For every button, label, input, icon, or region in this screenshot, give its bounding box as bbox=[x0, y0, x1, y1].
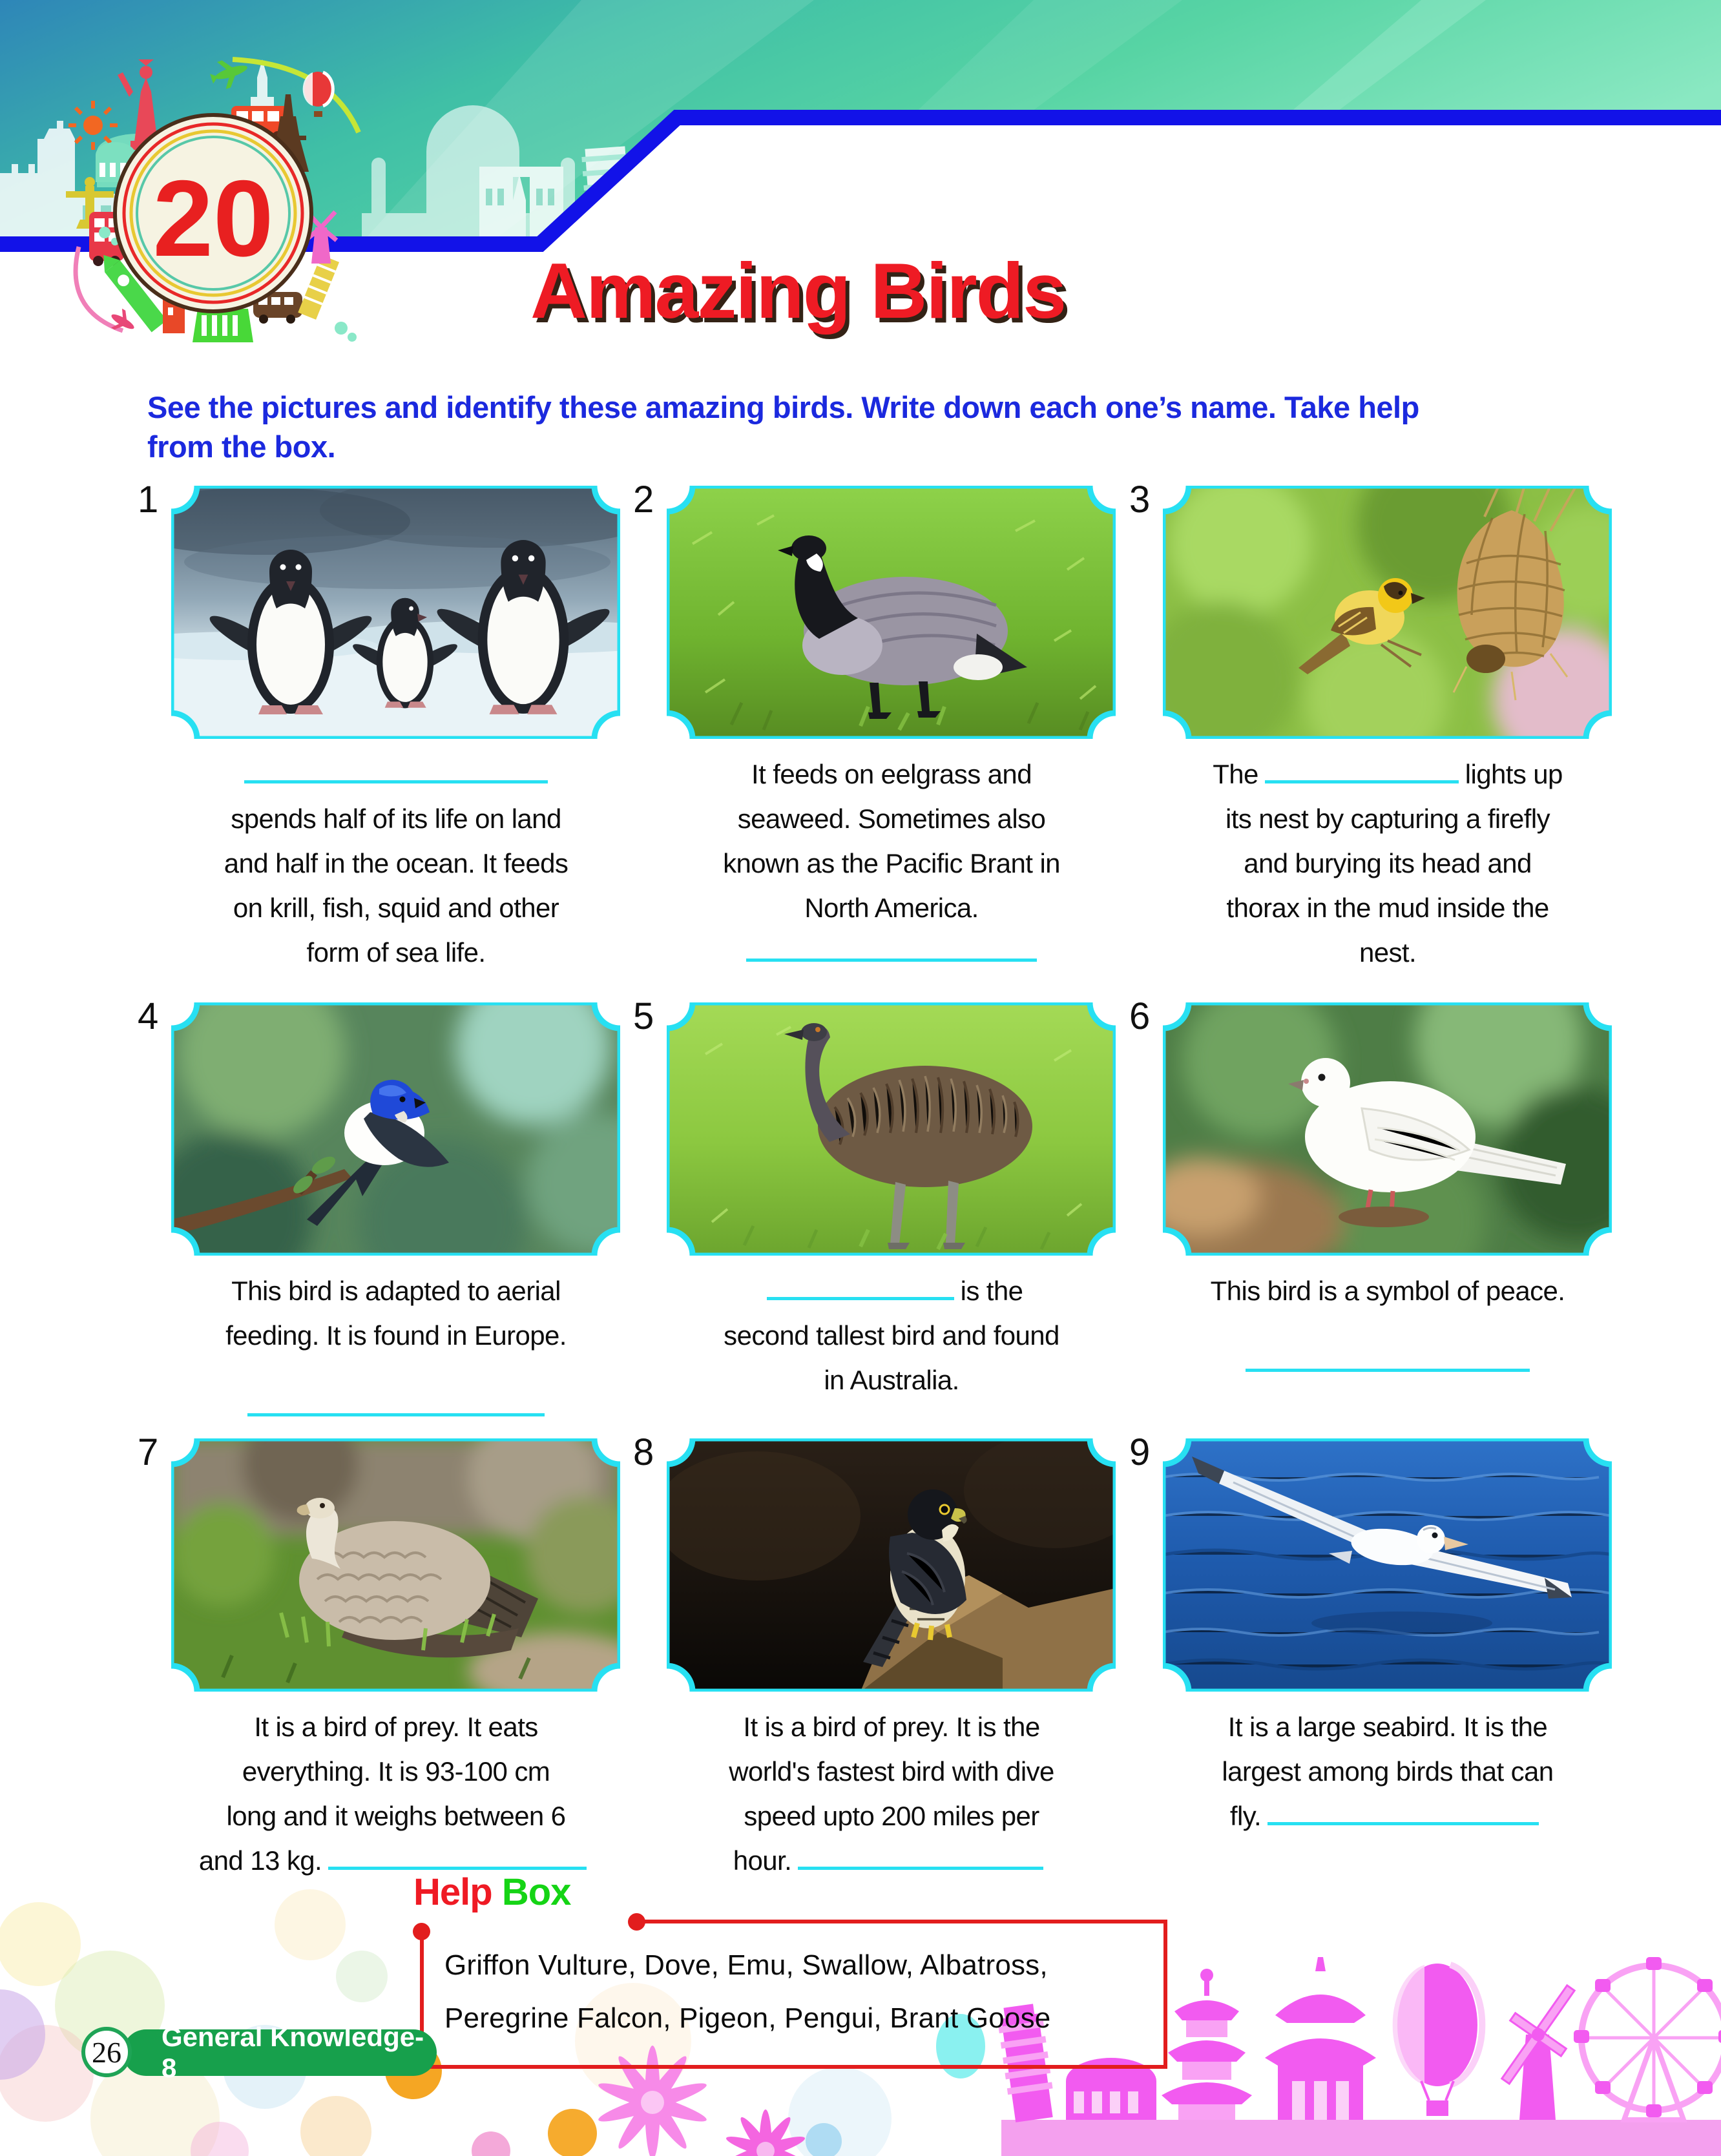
swallow-photo bbox=[171, 1002, 620, 1256]
help-box-title-help: Help bbox=[413, 1871, 492, 1913]
caption-text: and 13 kg. bbox=[198, 1845, 322, 1876]
card-caption bbox=[642, 1269, 1141, 1402]
card-number: 3 bbox=[1129, 479, 1151, 521]
answer-blank[interactable] bbox=[1265, 758, 1459, 783]
caption-text: world's fastest bird with dive bbox=[729, 1756, 1054, 1787]
help-box-dot-left bbox=[413, 1923, 430, 1940]
instruction-line-2: from the box. bbox=[147, 430, 336, 464]
caption-text: spends half of its life on land bbox=[231, 803, 561, 834]
dove-photo bbox=[1163, 1002, 1612, 1256]
help-box-title bbox=[413, 1871, 570, 1914]
chapter-number: 20 bbox=[152, 158, 274, 279]
bird-card-8 bbox=[633, 1431, 1116, 1876]
help-box-border-bottom bbox=[420, 2065, 1167, 2069]
help-box-border-right bbox=[1163, 1920, 1167, 2069]
caption-text: thorax in the mud inside the bbox=[1226, 893, 1549, 923]
card-number: 9 bbox=[1129, 1431, 1151, 1473]
caption-text: fly. bbox=[1229, 1801, 1262, 1831]
caption-text: in Australia. bbox=[824, 1365, 959, 1395]
caption-text: This bird is adapted to aerial bbox=[231, 1276, 561, 1306]
caption-text: on krill, fish, squid and other bbox=[233, 893, 559, 923]
caption-text: hour. bbox=[733, 1845, 792, 1876]
bird-card-9 bbox=[1129, 1431, 1612, 1831]
caption-text: nest. bbox=[1359, 937, 1417, 968]
caption-text: The bbox=[1213, 759, 1258, 789]
bird-card-6 bbox=[1129, 995, 1612, 1306]
bird-card-4 bbox=[138, 995, 620, 1351]
caption-text: feeding. It is found in Europe. bbox=[225, 1320, 567, 1351]
caption-text: lights up bbox=[1465, 759, 1563, 789]
caption-text: It is a bird of prey. It eats bbox=[254, 1712, 538, 1742]
card-caption bbox=[147, 1705, 645, 1883]
brant-goose-photo bbox=[667, 486, 1116, 739]
page-number: 26 bbox=[92, 2035, 121, 2069]
windmill-silhouette bbox=[1502, 1985, 1574, 2120]
caption-text: This bird is a symbol of peace. bbox=[1210, 1276, 1565, 1306]
hot-air-balloon-icon bbox=[303, 72, 333, 117]
bird-card-7 bbox=[138, 1431, 620, 1876]
ferris-wheel-silhouette bbox=[1574, 1957, 1721, 2120]
temple-silhouette bbox=[1265, 1957, 1376, 2120]
card-number: 7 bbox=[138, 1431, 159, 1473]
card-caption bbox=[1138, 1705, 1637, 1838]
peregrine-falcon-photo bbox=[667, 1438, 1116, 1692]
help-box-words-line2: Peregrine Falcon, Pigeon, Pengui, Brant Goose bbox=[444, 2002, 1051, 2034]
book-title: General Knowledge-8 bbox=[162, 2022, 424, 2083]
card-caption bbox=[642, 1705, 1141, 1883]
griffon-vulture-photo bbox=[171, 1438, 620, 1692]
answer-blank[interactable] bbox=[746, 937, 1037, 962]
help-box-words-line1: Griffon Vulture, Dove, Emu, Swallow, Albatross, bbox=[444, 1949, 1048, 1981]
card-number: 8 bbox=[633, 1431, 654, 1473]
caption-text: second tallest bird and found bbox=[724, 1320, 1059, 1351]
caption-text: is the bbox=[960, 1276, 1023, 1306]
caption-text: largest among birds that can bbox=[1222, 1756, 1554, 1787]
caption-text: form of sea life. bbox=[306, 937, 486, 968]
chapter-badge bbox=[26, 39, 375, 400]
card-caption bbox=[147, 1269, 645, 1429]
answer-blank[interactable] bbox=[244, 758, 548, 783]
answer-blank[interactable] bbox=[247, 1391, 545, 1416]
card-caption bbox=[1138, 1269, 1637, 1385]
caption-text: and burying its head and bbox=[1244, 848, 1532, 878]
help-box-dot-right bbox=[628, 1913, 645, 1931]
bird-card-1 bbox=[138, 479, 620, 968]
caption-text: It feeds on eelgrass and bbox=[751, 759, 1032, 789]
answer-blank[interactable] bbox=[1267, 1800, 1539, 1825]
emu-photo bbox=[667, 1002, 1116, 1256]
caption-text: seaweed. Sometimes also bbox=[737, 803, 1046, 834]
caption-text: its nest by capturing a firefly bbox=[1226, 803, 1550, 834]
card-number: 1 bbox=[138, 479, 159, 521]
answer-blank[interactable] bbox=[1246, 1347, 1530, 1372]
answer-blank[interactable] bbox=[767, 1275, 954, 1300]
card-number: 2 bbox=[633, 479, 654, 521]
card-number: 4 bbox=[138, 995, 159, 1037]
card-caption bbox=[1138, 752, 1637, 975]
help-box-title-box: Box bbox=[501, 1871, 571, 1913]
card-number: 6 bbox=[1129, 995, 1151, 1037]
help-box-border-top bbox=[636, 1920, 1167, 1923]
bird-card-3 bbox=[1129, 479, 1612, 968]
sun-icon bbox=[68, 101, 118, 150]
baya-weaver-photo bbox=[1163, 486, 1612, 739]
answer-blank[interactable] bbox=[328, 1845, 587, 1870]
bird-card-2 bbox=[633, 479, 1116, 923]
card-caption bbox=[642, 752, 1141, 975]
instruction-line-1: See the pictures and identify these amazing birds. Write down each one’s name. Take help bbox=[147, 390, 1419, 424]
pagoda-silhouette bbox=[1162, 1969, 1252, 2120]
instruction-text bbox=[147, 388, 1653, 466]
caption-text: North America. bbox=[804, 893, 979, 923]
caption-text: It is a large seabird. It is the bbox=[1227, 1712, 1548, 1742]
caption-text: everything. It is 93-100 cm bbox=[242, 1756, 550, 1787]
hot-air-balloon-silhouette bbox=[1393, 1964, 1483, 2116]
caption-text: known as the Pacific Brant in bbox=[723, 848, 1060, 878]
page-number-badge bbox=[81, 2027, 132, 2077]
bird-card-5 bbox=[633, 995, 1116, 1395]
help-box-words bbox=[444, 1939, 1149, 2045]
adelie-penguins-photo bbox=[171, 486, 620, 739]
albatross-photo bbox=[1163, 1438, 1612, 1692]
caption-text: It is a bird of prey. It is the bbox=[743, 1712, 1040, 1742]
card-caption bbox=[147, 752, 645, 975]
caption-text: and half in the ocean. It feeds bbox=[224, 848, 568, 878]
answer-blank[interactable] bbox=[798, 1845, 1043, 1870]
caption-text: speed upto 200 miles per bbox=[744, 1801, 1039, 1831]
caption-text: long and it weighs between 6 bbox=[226, 1801, 566, 1831]
book-title-pill bbox=[123, 2022, 437, 2083]
card-number: 5 bbox=[633, 995, 654, 1037]
page-title: Amazing Birds bbox=[530, 247, 1066, 335]
